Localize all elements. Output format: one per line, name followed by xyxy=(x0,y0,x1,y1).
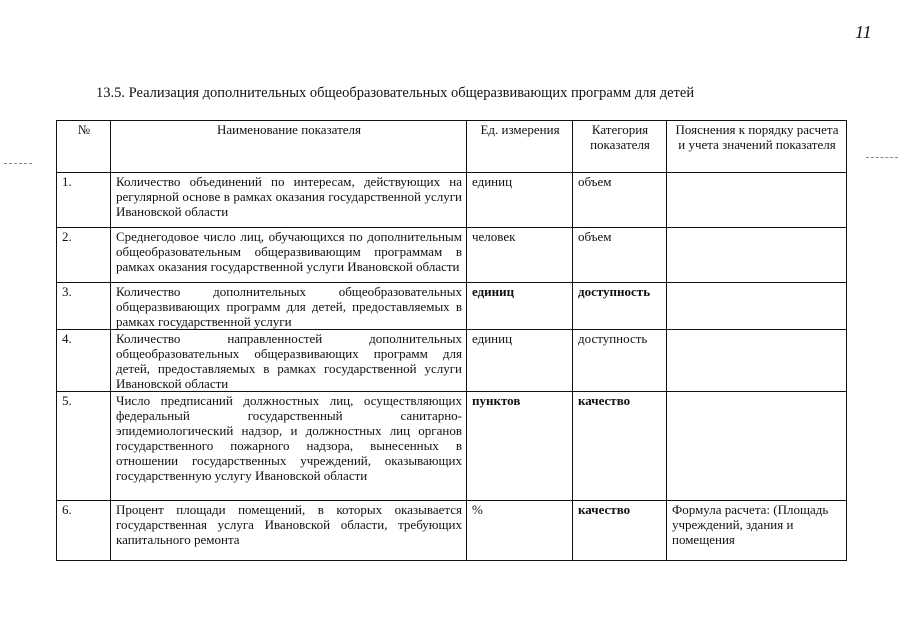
row-name: Процент площади помещений, в которых оказывается государственная услуга Ивановской области, требующих капитального ремонта xyxy=(111,501,467,561)
row-unit: единиц xyxy=(467,330,573,392)
section-title: 13.5. Реализация дополнительных общеобразовательных общеразвивающих программ для детей xyxy=(96,85,695,101)
row-name: Среднегодовое число лиц, обучающихся по дополнительным общеобразовательным общеразвивающим программам в рамках оказания государственной услуги Ивановской области xyxy=(111,228,467,283)
row-num: 6. xyxy=(57,501,111,561)
table-row xyxy=(57,173,847,228)
row-name: Количество направленностей дополнительных общеобразовательных общеразвивающих программ для детей, предоставляемых в рамках государственной услуги Ивановской области xyxy=(111,330,467,392)
row-unit: человек xyxy=(467,228,573,283)
row-num: 1. xyxy=(57,173,111,228)
header-name: Наименование показателя xyxy=(111,121,467,173)
table-row xyxy=(57,228,847,283)
header-unit: Ед. измерения xyxy=(467,121,573,173)
row-explanation xyxy=(667,392,847,501)
row-category: качество xyxy=(573,501,667,561)
row-explanation xyxy=(667,173,847,228)
table-header-row xyxy=(57,121,847,173)
row-unit: единиц xyxy=(467,173,573,228)
row-unit: пунктов xyxy=(467,392,573,501)
table-row xyxy=(57,392,847,501)
table-row xyxy=(57,283,847,330)
row-unit: % xyxy=(467,501,573,561)
row-unit: единиц xyxy=(467,283,573,330)
header-explanation: Пояснения к порядку расчета и учета значений показателя xyxy=(667,121,847,173)
right-margin-mark xyxy=(866,157,898,158)
page-number: 11 xyxy=(855,22,872,42)
row-num: 2. xyxy=(57,228,111,283)
row-category: качество xyxy=(573,392,667,501)
header-num: № xyxy=(57,121,111,173)
left-margin-mark xyxy=(4,163,32,164)
row-category: доступность xyxy=(573,330,667,392)
row-explanation: Формула расчета: (Площадь учреждений, здания и помещения xyxy=(667,501,847,561)
row-num: 3. xyxy=(57,283,111,330)
row-category: доступность xyxy=(573,283,667,330)
row-name: Число предписаний должностных лиц, осуществляющих федеральный государственный санитарно-эпидемиологический надзор, и должностных лиц органов государственного пожарного надзора, вынесенных в отношении государственных учреждений, оказывающих государственную услугу Ивановской области xyxy=(111,392,467,501)
row-explanation xyxy=(667,228,847,283)
row-num: 4. xyxy=(57,330,111,392)
row-num: 5. xyxy=(57,392,111,501)
row-category: объем xyxy=(573,173,667,228)
row-category: объем xyxy=(573,228,667,283)
row-explanation xyxy=(667,283,847,330)
row-name: Количество объединений по интересам, действующих на регулярной основе в рамках оказания государственной услуги Ивановской области xyxy=(111,173,467,228)
table-row xyxy=(57,330,847,392)
indicators-table xyxy=(56,120,847,561)
table-row xyxy=(57,501,847,561)
header-category: Категория показателя xyxy=(573,121,667,173)
row-name: Количество дополнительных общеобразовательных общеразвивающих программ для детей, предоставляемых в рамках государственной услуги xyxy=(111,283,467,330)
row-explanation xyxy=(667,330,847,392)
